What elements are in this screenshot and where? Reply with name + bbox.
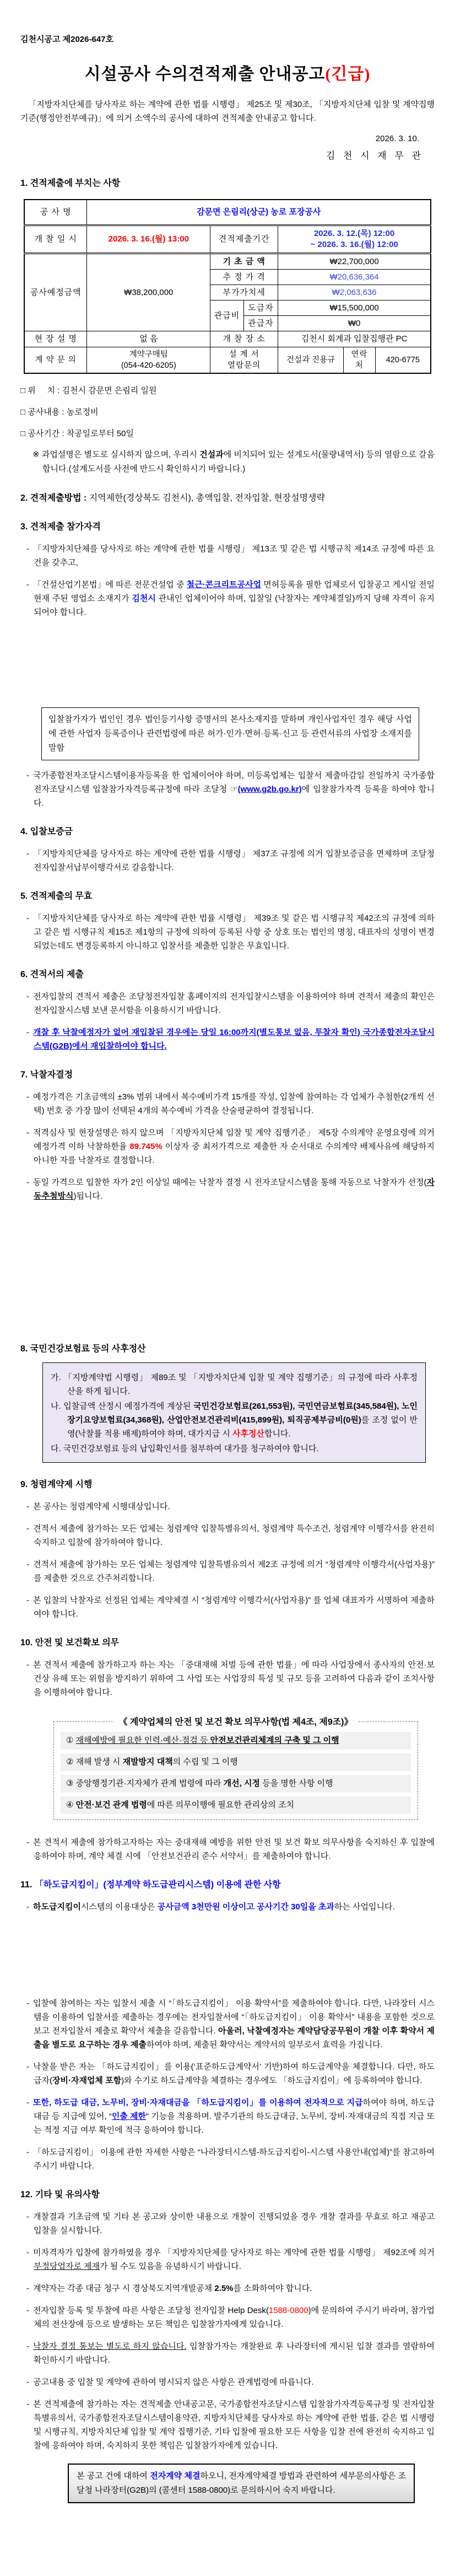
dash-icon: - (26, 992, 29, 1001)
dash-icon: - (26, 1178, 29, 1187)
s12-item7-text: 본 견적제출에 참가하는 자는 견적제출 안내공고문, 국가종합전자조달시스템 입찰참가자격등록규정 및 전자입찰특별유의서, 국가종합전자조달시스템이용약관, 지방자치단체를 당사자로 하는 계약에 관한 법률, 같은 법 시행령 및 시행규칙, 지방자치단체 입찰 및 계약 집행기준, 기타 입찰에 필요한 모든 사항을 입찰 전에 완전히 숙지하고 입찰에 응하여야 하며, 숙지하지 못한 책임은 입찰참가자에게 있습니다. (33, 2400, 435, 2450)
s12-item1 (20, 2210, 435, 2237)
opening-place-label: 개 찰 장 소 (210, 331, 278, 347)
section11-heading (20, 1878, 435, 1892)
settlement-na-mid: 를 조정 없이 반영(낙찰률 적용 배제)하여야 하며, 대가지급 시 (67, 1415, 418, 1439)
opening-place-value: 김천시 회계과 입찰집행관 PC (278, 331, 431, 347)
item3-bold: 개선, 시정 (223, 1779, 260, 1788)
s12-item6-text: 공고내용 중 입찰 및 계약에 관하여 명시되지 않은 사항은 관계법령에 따릅니다. (33, 2378, 314, 2387)
work-period-bullet: □ 공사기간 : 착공일로부터 50일 (20, 429, 134, 438)
s12-item7 (20, 2397, 435, 2452)
gov-supply-label: 관급비 (210, 300, 243, 331)
s6-item1-text: 전자입찰의 견적서 제출은 조달청전자입찰 홈페이지의 전자입찰시스템을 이용하여야 하며 견적서 제출의 확인은 전자입찰시스템 보낸 문서함을 이용하시기 바랍니다. (33, 992, 435, 1015)
dash-icon: - (26, 1128, 29, 1137)
s7-item3-post: )됩니다. (73, 1192, 103, 1201)
s7-item3-pre: 동일 가격으로 입찰한 자가 2인 이상일 때에는 낙찰자 결정 시 전자조달시스템을 통해 자동으로 낙찰자가 선정( (33, 1178, 427, 1187)
page-break-spacer (20, 619, 435, 696)
s9-item3 (20, 1558, 435, 1585)
item3-pre: ③ 중앙행정기관·지자체가 관계 법령에 따라 (66, 1779, 224, 1788)
page-break-spacer (20, 1203, 435, 1327)
s11-item4-t2: ” 기능을 적용하며. 발주기관의 하도급대금, 노무비, 장비·자재대금의 직접 지급 또는 적정 지급 여부 확인에 적극 응하여야 합니다. (34, 2112, 435, 2135)
auto-draw-method: 자동추첨방식 (34, 1178, 435, 1201)
project-name-label: 공 사 명 (24, 200, 87, 226)
opening-date-label: 개 찰 일 시 (24, 226, 87, 254)
s7-item1-text: 예정가격은 기초금액의 ±3% 범위 내에서 복수예비가격 15개를 작성, 입찰에 참여하는 각 업체가 추첨한(2개씩 선택) 번호 중 가장 많이 선택된 4개의 복수예비 가격을 산술평균하여 결정됩니다. (33, 1092, 435, 1115)
contractor-value: ₩15,500,000 (278, 300, 431, 316)
gov-supplier-label: 관급자 (243, 316, 278, 331)
s12-item3-post: 를 소화하여야 합니다. (233, 2284, 312, 2293)
item4-bold: 안전·보건 관계 법령 (75, 1800, 147, 1810)
section5-heading: 5. 견적제출의 무효 (20, 892, 93, 901)
note-mark: ※ (32, 450, 40, 459)
section11-title: 「하도급지킴이」(정부계약 하도급관리시스템) 이용에 관한 사항 (34, 1880, 281, 1890)
s3-item3-pre: 국가종합전자조달시스템이용자등록을 한 업체이어야 하며, 미등록업체는 입찰서 제출마감일 전일까지 국가종합전자조달시스템 입찰참가자격등록규정에 따라 조달청 ☞ (33, 771, 435, 794)
s3-item2-pre: 「건설산업기본법」에 따른 전문건설업 중 (33, 580, 187, 589)
contract-inquiry-label: 계 약 문 의 (24, 347, 87, 374)
city-name: 김천시 (132, 594, 156, 603)
signer: 김 천 시 재 무 관 (326, 151, 424, 161)
s10-item1-text: 본 견적서 제출에 참가하고자 하는 자는 「중대재해 처벌 등에 관한 법률」에 따라 사업장에서 종사자의 안전·보건상 유해 또는 위험을 방지하기 위하여 그 사업 또는 사업장의 특성 및 규모 등을 고려하여 다음과 같이 조치사항을 이행하여야 합니다. (33, 1660, 435, 1697)
design-inquiry-person: 건설과 진용규 (278, 347, 344, 374)
quote-period-label: 견적제출기간 (210, 226, 278, 254)
section1-note (20, 448, 435, 476)
s12-item5-underline: 낙찰자 결정 통보는 별도로 하지 않습니다. (33, 2342, 187, 2351)
item1-number: ① (66, 1736, 76, 1745)
vat-value: ₩2,063,636 (278, 285, 431, 300)
s6-item2 (20, 1026, 435, 1053)
settlement-item-da: 다. 국민건강보험료 등의 납입확인서를 첨부하여 대가를 청구하여야 합니다. (51, 1444, 319, 1453)
s12-item4-post: )에 문의하여 주시기 바라며, 참가업체의 전산장애 등으로 발생하는 모든 책임은 입찰참가자에게 있습니다. (34, 2306, 435, 2329)
section10-heading: 10. 안전 및 보건확보 의무 (20, 1638, 120, 1647)
dash-icon: - (26, 2342, 29, 2351)
s11-item2-post: 하여야 하며, 제출된 확약서는 계약서의 일부로서 효력을 가집니다. (147, 2040, 383, 2049)
s11-item1-t2: 하는 사업입니다. (334, 1902, 395, 1912)
s11-item3-post: )와 수기로 하도급계약을 체결하는 경우에도 「하도급지킴이」에 등록하여야 합니다. (121, 2076, 422, 2085)
s9-item1-text: 본 공사는 청렴계약제 시행대상입니다. (33, 1502, 170, 1511)
dash-icon: - (26, 1660, 29, 1670)
s11-item4 (20, 2096, 435, 2137)
dash-icon: - (26, 2400, 29, 2409)
location-bullet: □ 위 치 : 김천시 감문면 은림리 일원 (20, 386, 157, 395)
s11-item1-bold: 하도급지킴이 (33, 1902, 81, 1912)
note-bold: 건설과 (199, 450, 224, 459)
s3-item3-post: 에 입찰참가자격 등록을 하여야 합니다. (34, 785, 435, 808)
item4-pre: ④ (66, 1800, 76, 1810)
s3-item3 (20, 769, 435, 810)
dash-icon: - (26, 2248, 29, 2257)
s11-item5 (20, 2145, 435, 2173)
item1-pre: 재해예방에 필요한 인력·예산·점검 등 (75, 1736, 210, 1745)
item2-bold: 재발방지 대책 (122, 1757, 173, 1767)
s11-item3-bold: 장비·자재업체 포함 (52, 2076, 122, 2085)
item2-post: 의 수립 및 그 이행 (172, 1757, 238, 1767)
safety-duty-item-3 (61, 1775, 411, 1793)
settlement-na-pre: 나. 입찰금액 산정시 예정가격에 계상된 (51, 1402, 194, 1411)
vat-label: 부가가치세 (210, 285, 278, 300)
contact-number: 420-6775 (375, 347, 431, 374)
s9-item4 (20, 1593, 435, 1621)
safety-duty-item-1 (61, 1732, 411, 1749)
s12-item4 (20, 2304, 435, 2331)
urgent-tag: (긴급) (325, 65, 371, 83)
settlement-item-ga: 가. 「지방계약법 시행령」 제89조 및 「지방자치단체 입찰 및 계약 집행기준」의 규정에 따라 사후정산을 하게 됩니다. (51, 1373, 418, 1396)
estimated-price-value: ₩20,636,364 (278, 270, 431, 285)
s12-item5-post: 입찰참가자는 개찰완료 후 나라장터에 게시된 입찰 결과를 열람하여 확인하시기 바랍니다. (34, 2342, 435, 2365)
dash-icon: - (26, 1502, 29, 1511)
contact-label: 연락처 (344, 347, 375, 374)
base-amount-label: 기 초 금 액 (210, 254, 278, 270)
section2-heading (20, 491, 435, 505)
dash-icon: - (26, 2098, 29, 2107)
dash-icon: - (26, 771, 29, 780)
s4-item1 (20, 847, 435, 874)
s11-item4-t1: 하여야 하며, 하도급대금 등 지급에 있어, “ (34, 2098, 435, 2121)
design-inquiry-label (210, 347, 278, 374)
s7-item1 (20, 1090, 435, 1118)
section7-heading: 7. 낙찰자결정 (20, 1070, 73, 1080)
license-type-link: 철근·콘크리트공사업 (186, 580, 262, 589)
site-briefing-value: 없 음 (87, 331, 210, 347)
work-content-bullet: □ 공사내용 : 농로정비 (20, 407, 99, 417)
note-post: 에 비치되어 있는 설계도서(물량내역서) 등의 열람으로 갈음합니다.(설계도서를 사전에 반드시 확인하시기 바랍니다.) (42, 450, 435, 474)
s11-item2-bold: 아울러, 낙찰예정자는 계약담당공무원이 개찰 이후 확약서 제출을 별도로 요구하는 경우 제출 (34, 2026, 435, 2049)
item4-post: 에 따른 의무이행에 필요한 관리상의 조치 (147, 1800, 295, 1810)
dash-icon: - (26, 2148, 29, 2157)
dash-icon: - (26, 914, 29, 923)
dash-icon: - (26, 1560, 29, 1569)
dash-icon: - (26, 1999, 29, 2008)
quote-period-start: 2026. 3. 12.(목) 12:00 (313, 229, 395, 238)
item3-post: 등을 명한 사항 이행 (259, 1779, 333, 1788)
s10-item2-text: 본 견적서 제출에 참가하고자하는 자는 중대재해 예방을 위한 안전 및 보건 확보 의무사항을 숙지하신 후 입찰에 응하여야 하며, 계약 체결 시에 「안전보건관리 준수 서약서」를 제출하여야 합니다. (33, 1838, 435, 1861)
dash-icon: - (26, 1524, 29, 1533)
safety-duty-item-2 (61, 1753, 411, 1771)
s11-item4-blue: 또한, 하도급 대금, 노무비, 장비·자재대금을 「하도급지킴이」를 이용하여 전자적으로 지급 (33, 2098, 363, 2107)
s10-item2 (20, 1836, 435, 1863)
s12-item3-pre: 계약자는 각종 대금 청구 시 경상북도지역개발공채 (33, 2284, 215, 2293)
s3-item2 (20, 578, 435, 619)
s12-item2-pre: 미자격자가 입찰에 참가하였을 경우 「지방자치단체를 당사자로 하는 계약에 관한 법률 시행령」 제92조에 의거 (33, 2248, 435, 2257)
location-definition-box: 입찰참가자가 법인인 경우 법인등기사항 증명서의 본사소재지를 말하며 개인사업자인 경우 해당 사업에 관한 사업자 등록증이나 관련법령에 따른 허가·인가·면허·등록·신고 등 관련서류의 사업장 소재지를 말함 (41, 707, 419, 760)
s11-item1-blue: 공사금액 3천만원 이상이고 공사기간 30일을 초과 (157, 1902, 334, 1912)
item2-pre: ② 재해 발생 시 (66, 1757, 123, 1767)
safety-duty-box (53, 1718, 418, 1820)
dash-icon: - (26, 544, 29, 554)
s7-item2 (20, 1126, 435, 1167)
dash-icon: - (26, 1596, 29, 1605)
s5-item1-text: 「지방자치단체를 당사자로 하는 계약에 관한 법률 시행령」 제39조 및 같은 법 시행규칙 제42조의 규정에 의하고 같은 법 시행규칙 제15조 제1항의 규정에 의하여 등록된 사항 중 상호 또는 법인의 명칭, 대표자의 성명이 변경되었는데도 변경등록하지 아니하고 입찰서를 제출한 입찰은 무효입니다. (33, 914, 435, 951)
settlement-item-na (51, 1399, 418, 1441)
s12-item4-pre: 전자입찰 등록 및 투찰에 따른 사항은 조달청 전자입찰 Help Desk( (33, 2306, 269, 2315)
insurance-amounts: 국민건강보험료(261,553원), 국민연금보험료(345,584원), 노인장기요양보험료(34,368원), 산업안전보건관리비(415,899원), 퇴직공제부금비(0원) (67, 1402, 418, 1425)
dash-icon: - (26, 2284, 29, 2293)
dash-icon: - (26, 1902, 29, 1912)
section9-heading: 9. 청렴계약제 시행 (20, 1480, 93, 1489)
s10-item1 (20, 1658, 435, 1699)
withdraw-limit-term: 인출 제한 (111, 2112, 147, 2121)
section2-text: 지역제한(경상북도 김천시), 총액입찰, 전자입찰, 현장설명생략 (89, 493, 325, 503)
s11-item2 (20, 1997, 435, 2052)
s9-item4-text: 본 입찰의 낙찰자로 선정된 업체는 계약체결 시 “청렴계약 이행각서(사업자용)” 를 업체 대표자가 서명하여 제출하여야 합니다. (33, 1596, 435, 1619)
helpdesk-number: 1588-0800 (268, 2306, 308, 2315)
final-pre: 본 공고 건에 대하여 (77, 2471, 150, 2481)
quote-period-end: ~ 2026. 3. 16.(월) 12:00 (310, 240, 398, 249)
section2-heading-label: 2. 견적제출방법 : (20, 493, 89, 503)
s11-item1-t1: 시스템의 이용대상은 (80, 1902, 158, 1912)
s6-item2-text: 개찰 후 낙찰예정자가 없어 재입찰된 경우에는 당일 16:00까지(별도통보 없음, 투찰자 확인) 국가종합전자조달시스템(G2B)에서 재입찰하여야 합니다. (33, 1028, 435, 1051)
s9-item2-text: 견적서 제출에 참가하는 모든 업체는 청렴계약 입찰특별유의서, 청렴계약 특수조건, 청렴계약 이행각서를 완전히 숙지하고 입찰에 참가하여야 합니다. (33, 1524, 435, 1547)
announcement-date: 2026. 3. 10. (375, 134, 419, 143)
dash-icon: - (26, 1028, 29, 1037)
s12-item2-post: 가 될 수도 있음을 유념하시기 바랍니다. (100, 2262, 241, 2271)
s4-item1-text: 「지방자치단체를 당사자로 하는 계약에 관한 법률 시행령」 제37조 규정에 의거 입찰보증금을 면제하며 조달청 전자입찰서납부이행각서로 갈음합니다. (33, 849, 435, 872)
section3-heading: 3. 견적제출 참가자격 (20, 522, 101, 532)
design-inquiry-label-line1: 설 계 서 (229, 350, 259, 359)
estimated-amount-value: ₩38,200,000 (87, 254, 210, 331)
dash-icon: - (26, 1092, 29, 1102)
estimated-amount-label: 공사예정금액 (24, 254, 87, 331)
note-pre: 과업설명은 별도로 실시하지 않으며, 우리시 (39, 450, 200, 459)
project-name-value: 감문면 은림리(상군) 농로 포장공사 (87, 200, 431, 226)
title-text: 시설공사 수의견적제출 안내공고 (84, 65, 326, 83)
s7-item3 (20, 1176, 435, 1203)
dash-icon: - (26, 2062, 29, 2071)
safety-duty-item-4 (61, 1796, 411, 1814)
e-contract-notice-box (68, 2464, 415, 2503)
s5-item1 (20, 911, 435, 953)
page-title (20, 60, 435, 84)
s9-item2 (20, 1522, 435, 1549)
s9-item1 (20, 1500, 435, 1514)
s3-item2-mid: 면허등록을 필한 업체로서 입찰공고 게시일 전일 현재 주된 영업소 소재지가 (34, 580, 435, 603)
site-briefing-label: 현 장 설 명 (24, 331, 87, 347)
s7-item2-pre: 적격심사 및 현장설명은 하지 않으며 「지방자치단체 입찰 및 계약 집행기준」 제5장 수의계약 운영요령에 의거 예정가격 이하 낙찰하한율 (33, 1128, 435, 1151)
s7-item2-post: 이상자 중 최저가격으로 제출한 자 순서대로 수의계약 배제사유에 해당하지 아니한 자를 낙찰자로 결정합니다. (34, 1142, 435, 1165)
dash-icon: - (26, 2378, 29, 2387)
s11-item3 (20, 2060, 435, 2087)
bond-rate: 2.5% (214, 2284, 234, 2293)
settlement-na-post: 합니다. (264, 1429, 291, 1439)
section11-number: 11. (20, 1880, 35, 1890)
s3-item1 (20, 542, 435, 570)
intro-paragraph: 「지방자치단체를 당사자로 하는 계약에 관한 법률 시행령」 제25조 및 제30조, 「지방자치단체 입찰 및 계약집행기준(행정안전부예규)」에 의거 소액수의 공사에 대하여 견적제출 안내공고 합니다. (20, 100, 435, 123)
s3-item1-text: 「지방자치단체를 당사자로 하는 계약에 관한 법률 시행령」 제13조 및 같은 법 시행규칙 제14조 규정에 따른 요건을 갖추고, (33, 544, 435, 567)
opening-date-value: 2026. 3. 16.(월) 13:00 (87, 226, 210, 254)
quote-period-value (278, 226, 431, 254)
s11-item3-pre: 낙찰을 받은 자는 「하도급지킴이」를 이용(‘표준하도급계약서’ 기반)하여 하도급계약을 체결합니다. 다만, 하도급자( (33, 2062, 435, 2085)
s11-item5-text: 「하도급지킴이」 이용에 관한 자세한 사항은 “나라장터시스템-하도급지킴이-시스템 사용안내(업체)”를 참고하여 주시기 바랍니다. (33, 2148, 435, 2171)
dash-icon: - (26, 1838, 29, 1847)
contract-phone: (054-420-6205) (121, 361, 176, 370)
unfair-trader-sanction: 부정당업자로 제재 (34, 2262, 100, 2271)
award-lower-limit-rate: 89.745% (129, 1142, 162, 1151)
s11-item1 (20, 1900, 435, 1914)
section6-heading: 6. 견적서의 제출 (20, 970, 84, 979)
dash-icon: - (26, 580, 29, 589)
dash-icon: - (26, 849, 29, 858)
section8-heading: 8. 국민건강보험료 등의 사후정산 (20, 1344, 146, 1354)
safety-duty-box-title: 《 계약업체의 안전 및 보건 확보 의무사항(법 제4조, 제9조)》 (113, 1715, 358, 1727)
dash-icon: - (26, 2212, 29, 2221)
s12-item3 (20, 2282, 435, 2295)
final-post: 하오니, 전자계약체결 방법과 관련하여 세부문의사항은 조달청 나라장터(G2B)의 (콜센터 1588-0800)로 문의하시어 숙지 바랍니다. (77, 2471, 406, 2495)
contractor-label: 도급자 (243, 300, 278, 316)
dash-icon: - (26, 2306, 29, 2315)
s6-item1 (20, 990, 435, 1017)
section1-heading: 1. 견적제출에 부치는 사항 (20, 179, 121, 188)
s12-item1-text: 개찰결과 기초금액 및 기타 본 공고와 상이한 내용으로 개찰이 진행되었을 경우 개찰 결과를 무효로 하고 재공고 입찰을 실시합니다. (33, 2212, 435, 2235)
s12-item5 (20, 2339, 435, 2367)
s11-item2-pre: 입찰에 참여하는 자는 입찰서 제출 시 “「하도급지킴이」 이용 확약서”를 제출하여야 합니다. 다만, 나라장터 시스템을 이용하여 입찰서를 제출하는 경우에는 전자입찰서에 “「하도급지킴이」 이용 확약서” 내용을 포함한 것으로 보고 전자입찰서 제출로 확약서 제출을 갈음합니다. (33, 1999, 435, 2036)
contract-team: 계약구매팀 (129, 350, 168, 359)
section12-heading: 12. 기타 및 유의사항 (20, 2190, 100, 2199)
s12-item2 (20, 2246, 435, 2273)
notice-number: 김천시공고 제2026-647호 (20, 35, 113, 44)
bid-info-table (24, 199, 431, 374)
s3-item2-post: 관내인 업체이어야 하며, 입찰일 (낙찰자는 계약체결일)까지 당해 자격이 유지되어야 합니다. (34, 594, 435, 617)
gov-supplier-value: ₩0 (278, 316, 431, 331)
estimated-price-label: 추 정 가 격 (210, 270, 278, 285)
settlement-box (42, 1362, 426, 1463)
s9-item3-text: 견적서 제출에 참가하는 모든 업체는 청렴계약 입찰특별유의서 제2조 규정에 의거 “청렴계약 이행각서(사업자용)” 를 제출한 것으로 간주처리합니다. (33, 1560, 435, 1583)
contract-inquiry-value (87, 347, 210, 374)
s12-item6 (20, 2375, 435, 2389)
page-break-spacer (20, 1914, 435, 1988)
post-settlement-term: 사후정산 (232, 1429, 264, 1439)
design-inquiry-label-line2: 열람문의 (228, 361, 261, 370)
item1-bold: 안전보건관리체계의 구축 및 그 이행 (210, 1736, 339, 1745)
g2b-link[interactable]: (www.g2b.go.kr) (237, 785, 302, 794)
e-contract-term: 전자계약 체결 (150, 2471, 201, 2481)
base-amount-value: ₩22,700,000 (278, 254, 431, 270)
section4-heading: 4. 입찰보증금 (20, 827, 73, 836)
